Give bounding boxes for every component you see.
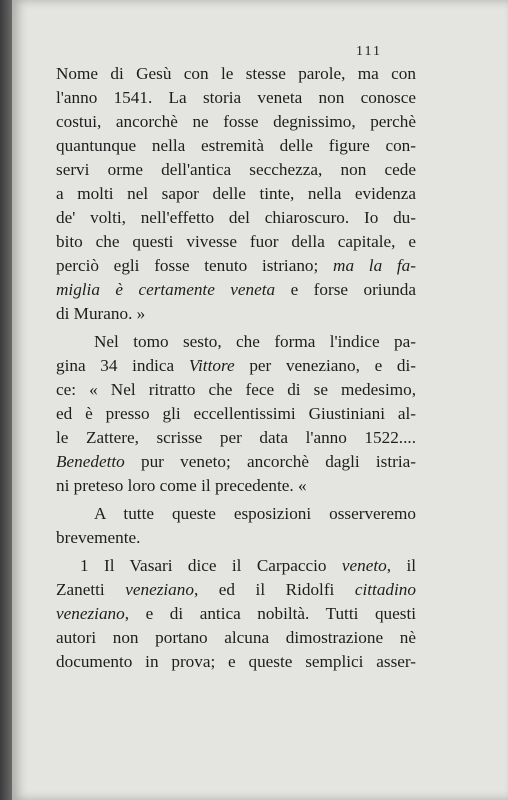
text-line [56,254,416,278]
text-run: brevemente. [56,528,141,547]
text-line [56,134,416,158]
text-line [56,578,416,602]
page-binding-edge [0,0,12,800]
text-run: ce: « Nel ritratto che fece di se medesimo, [56,380,416,399]
text-run: ed è presso gli eccellentissimi Giustiniani al- [56,404,416,423]
italic-run: miglia è certamente veneta [56,280,276,299]
italic-run: Benedetto [56,452,125,471]
text-line [56,450,416,474]
book-page [12,0,508,800]
text-run: e forse oriunda [275,280,416,299]
text-line [94,330,416,354]
text-line [56,650,416,674]
text-line [56,230,416,254]
text-line [56,86,416,110]
text-line [56,62,416,86]
text-line [56,110,416,134]
text-run: le Zattere, scrisse per data l'anno 1522.... [56,428,416,447]
text-run: autori non portano alcuna dimostrazione nè [56,628,416,647]
text-line [56,474,307,498]
italic-run: veneziano [56,604,125,623]
text-line [56,158,416,182]
text-line [56,354,416,378]
text-run: di Murano. » [56,304,146,323]
italic-run: Vittore [188,356,235,375]
text-line [56,278,416,302]
text-line [56,426,416,450]
text-line [56,378,416,402]
text-run: per veneziano, e di- [234,356,416,375]
text-run: ni preteso loro come il precedente. « [56,476,307,495]
text-run: , ed il Ridolfi [193,580,355,599]
text-run: a molti nel sapor delle tinte, nella evidenza [56,184,416,203]
text-line [56,526,140,550]
text-run: , il [386,556,416,575]
text-line [56,626,416,650]
text-run: costui, ancorchè ne fosse degnissimo, perchè [56,112,416,131]
text-run: l'anno 1541. La storia veneta non conosce [56,88,416,107]
text-run: bito che questi vivesse fuor della capitale, e [56,232,416,251]
italic-run: veneto [341,556,387,575]
text-run: quantunque nella estremità delle figure con- [56,136,416,155]
text-run: A tutte queste esposizioni osserveremo [94,504,416,523]
text-run: perciò egli fosse tenuto istriano; [56,256,334,275]
text-run: gina 34 indica [56,356,189,375]
text-run: Zanetti [56,580,126,599]
text-line [80,554,416,578]
text-line [56,302,145,326]
text-run: pur veneto; ancorchè dagli istria- [124,452,416,471]
italic-run: ma la fa- [333,256,416,275]
text-line [56,182,416,206]
italic-run: veneziano [125,580,194,599]
text-run: Nome di Gesù con le stesse parole, ma con [56,64,416,83]
text-line [56,602,416,626]
text-line [56,402,416,426]
text-run: de' volti, nell'effetto del chiaroscuro. Io du- [56,208,416,227]
text-line [56,206,416,230]
text-line [94,502,416,526]
text-run: Nel tomo sesto, che forma l'indice pa- [94,332,416,351]
text-run: , e di antica nobiltà. Tutti questi [124,604,416,623]
page-number: 111 [356,44,382,59]
text-run: 1 Il Vasari dice il Carpaccio [80,556,342,575]
text-run: documento in prova; e queste semplici asser- [56,652,416,671]
italic-run: cittadino [354,580,416,599]
text-run: servi orme dell'antica secchezza, non cede [56,160,416,179]
